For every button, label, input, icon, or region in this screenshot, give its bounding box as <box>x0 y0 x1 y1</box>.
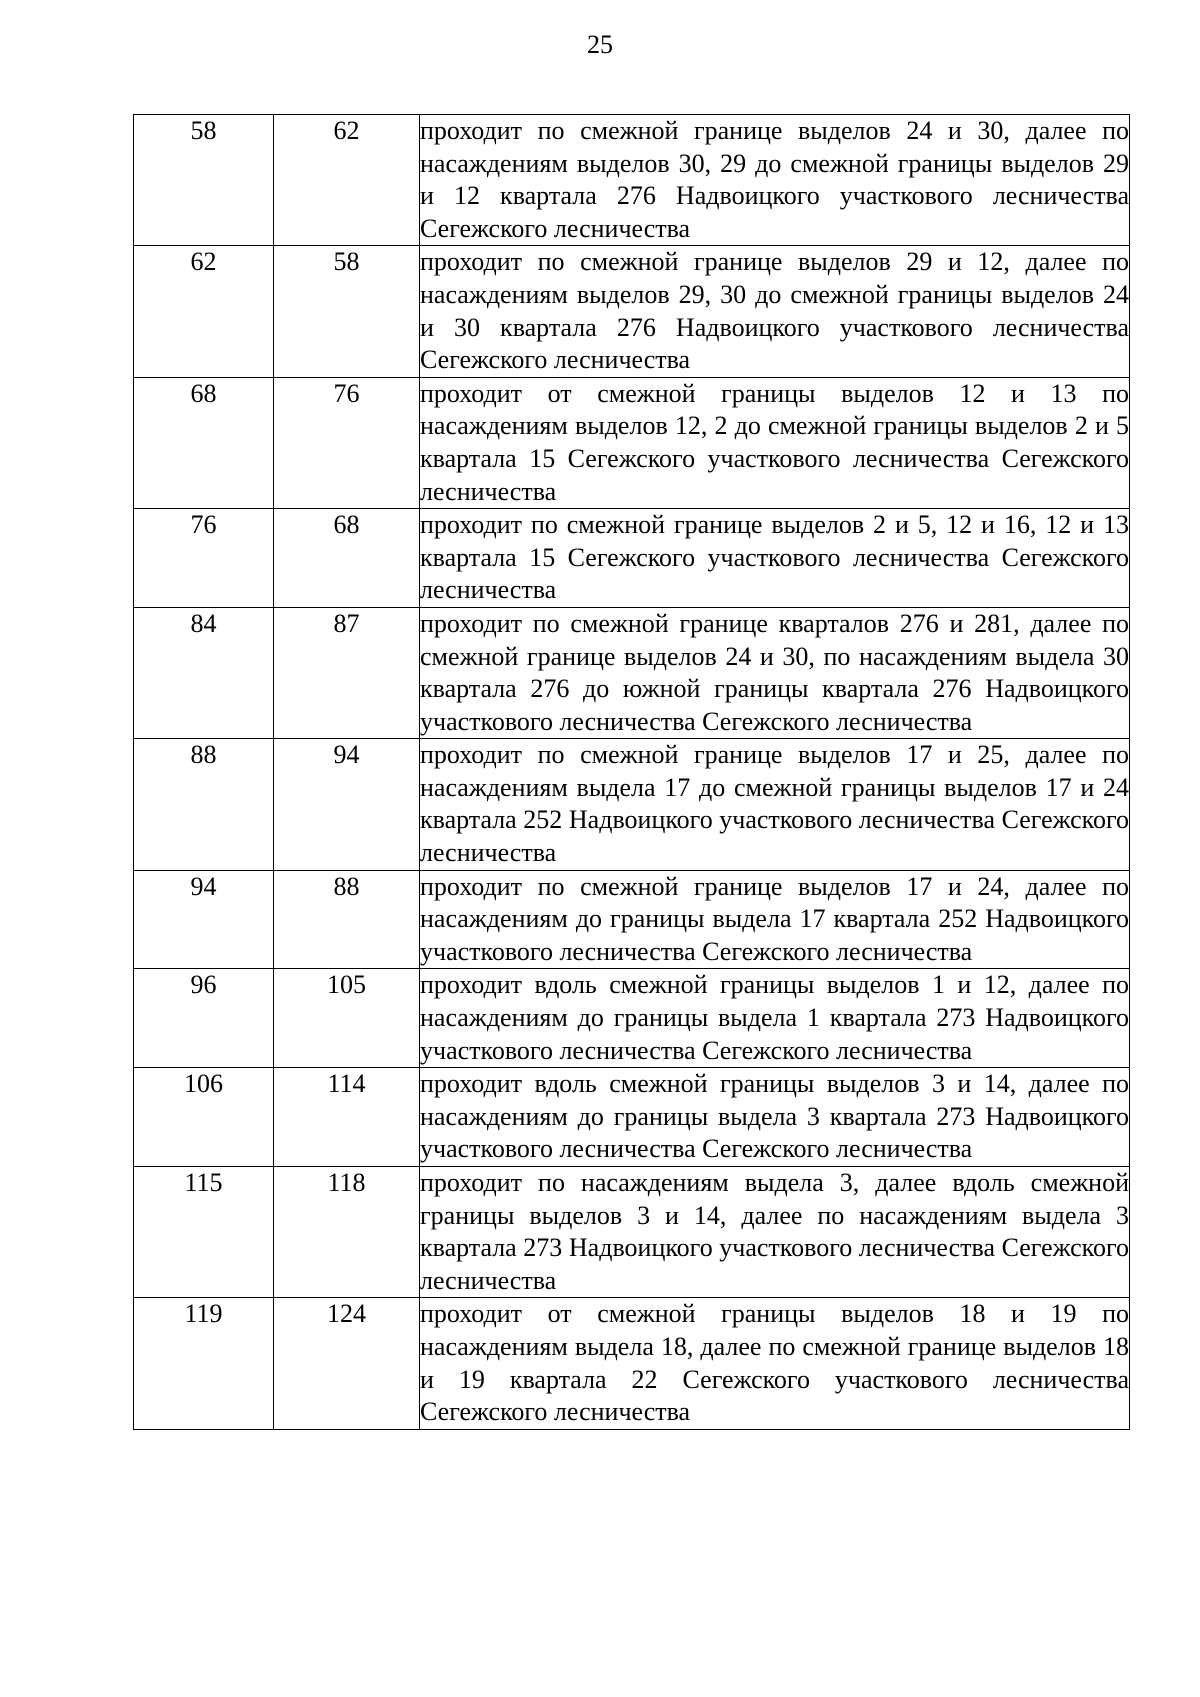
point-to-cell: 105 <box>274 969 420 1068</box>
description-cell: проходит по смежной границе выделов 17 и 25, далее по насаждениям выдела 17 до смежной границы выделов 17 и 24 квартала 252 Надвоицкого участкового лесничества Сегежского лесничества <box>420 739 1130 870</box>
table-row <box>134 509 1130 608</box>
table-row <box>134 969 1130 1068</box>
point-from-cell: 115 <box>134 1167 274 1298</box>
table-row <box>134 246 1130 377</box>
point-to-cell: 88 <box>274 870 420 969</box>
point-to-cell: 58 <box>274 246 420 377</box>
table-row <box>134 115 1130 246</box>
point-from-cell: 84 <box>134 607 274 738</box>
boundary-table <box>133 114 1130 1430</box>
point-from-cell: 119 <box>134 1298 274 1429</box>
description-cell: проходит вдоль смежной границы выделов 1 и 12, далее по насаждениям до границы выдела 1 квартала 273 Надвоицкого участкового лесничества Сегежского лесничества <box>420 969 1130 1068</box>
table-row <box>134 1167 1130 1298</box>
point-from-cell: 62 <box>134 246 274 377</box>
page-number: 25 <box>587 30 613 59</box>
point-to-cell: 87 <box>274 607 420 738</box>
point-from-cell: 94 <box>134 870 274 969</box>
point-from-cell: 76 <box>134 509 274 608</box>
point-from-cell: 88 <box>134 739 274 870</box>
table-row <box>134 607 1130 738</box>
description-cell: проходит по смежной границе выделов 2 и 5, 12 и 16, 12 и 13 квартала 15 Сегежского участкового лесничества Сегежского лесничества <box>420 509 1130 608</box>
table-row <box>134 870 1130 969</box>
point-to-cell: 62 <box>274 115 420 246</box>
table-row <box>134 377 1130 508</box>
description-cell: проходит от смежной границы выделов 18 и 19 по насаждениям выдела 18, далее по смежной границе выделов 18 и 19 квартала 22 Сегежского участкового лесничества Сегежского лесничества <box>420 1298 1130 1429</box>
point-to-cell: 76 <box>274 377 420 508</box>
description-cell: проходит по насаждениям выдела 3, далее вдоль смежной границы выделов 3 и 14, далее по насаждениям выдела 3 квартала 273 Надвоицкого участкового лесничества Сегежского лесничества <box>420 1167 1130 1298</box>
point-from-cell: 106 <box>134 1068 274 1167</box>
description-cell: проходит по смежной границе выделов 24 и 30, далее по насаждениям выделов 30, 29 до смежной границы выделов 29 и 12 квартала 276 Надвоицкого участкового лесничества Сегежского лесничества <box>420 115 1130 246</box>
point-from-cell: 96 <box>134 969 274 1068</box>
point-to-cell: 94 <box>274 739 420 870</box>
point-to-cell: 114 <box>274 1068 420 1167</box>
description-cell: проходит по смежной границе выделов 29 и 12, далее по насаждениям выделов 29, 30 до смежной границы выделов 24 и 30 квартала 276 Надвоицкого участкового лесничества Сегежского лесничества <box>420 246 1130 377</box>
description-cell: проходит от смежной границы выделов 12 и 13 по насаждениям выделов 12, 2 до смежной границы выделов 2 и 5 квартала 15 Сегежского участкового лесничества Сегежского лесничества <box>420 377 1130 508</box>
point-from-cell: 68 <box>134 377 274 508</box>
point-to-cell: 124 <box>274 1298 420 1429</box>
point-to-cell: 118 <box>274 1167 420 1298</box>
point-from-cell: 58 <box>134 115 274 246</box>
table-row <box>134 1068 1130 1167</box>
description-cell: проходит вдоль смежной границы выделов 3 и 14, далее по насаждениям до границы выдела 3 квартала 273 Надвоицкого участкового лесничества Сегежского лесничества <box>420 1068 1130 1167</box>
description-cell: проходит по смежной границе кварталов 276 и 281, далее по смежной границе выделов 24 и 30, по насаждениям выдела 30 квартала 276 до южной границы квартала 276 Надвоицкого участкового лесничества Сегежского лесничества <box>420 607 1130 738</box>
table-row <box>134 1298 1130 1429</box>
table-row <box>134 739 1130 870</box>
point-to-cell: 68 <box>274 509 420 608</box>
description-cell: проходит по смежной границе выделов 17 и 24, далее по насаждениям до границы выдела 17 квартала 252 Надвоицкого участкового лесничества Сегежского лесничества <box>420 870 1130 969</box>
